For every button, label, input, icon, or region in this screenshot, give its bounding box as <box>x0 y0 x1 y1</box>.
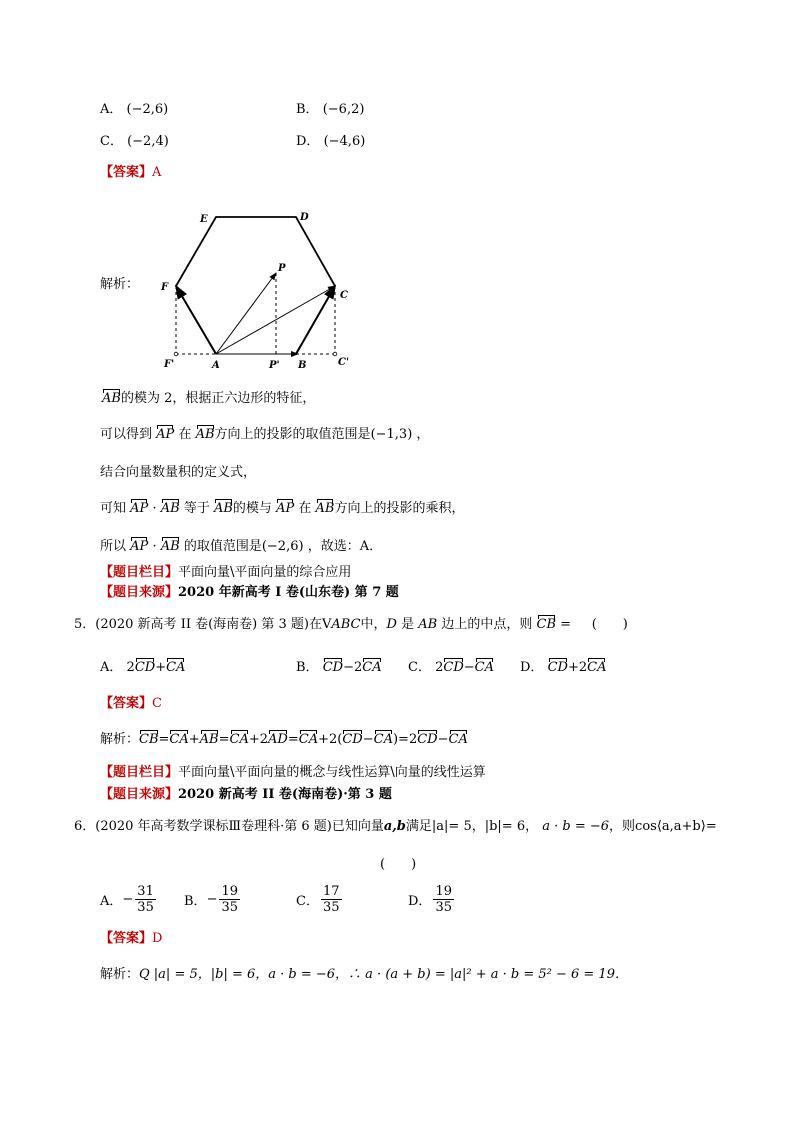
label-d: D <box>300 212 309 223</box>
q5-options: A． 2CD+CA <box>100 660 186 675</box>
label-b: B <box>298 360 307 371</box>
q4-line1: AB的模为 2，根据正六边形的特征， <box>102 391 316 406</box>
q5-stem: 5．(2020 新高考 II 卷(海南卷) 第 3 题)在VABC中，D 是 AB 边上的中点，则 CB = ( ) <box>74 617 628 632</box>
q4-line4: 可知 AP · AB 等于 AB的模与 AP 在 AB方向上的投影的乘积， <box>100 501 465 516</box>
q4-option-b: B． (−6,2) <box>296 102 365 117</box>
q5-analysis: 解析：CB=CA+AB=CA+2AD=CA+2(CD−CA)=2CD−CA <box>100 732 468 747</box>
q4-line2: 可以得到 AP 在 AB方向上的投影的取值范围是(−1,3) ， <box>100 427 430 442</box>
q6-option-c: C． $\frac{17}{35}$ <box>296 884 340 915</box>
q6-option-d: D． $\frac{19}{35}$ <box>408 884 452 915</box>
q5-option-b: B． CD−2CA <box>296 660 382 675</box>
vector-ac <box>216 286 335 354</box>
answer-value: A <box>152 165 162 180</box>
q6-answer: 【答案】D <box>100 931 163 946</box>
q4-option-a: A． (−2,6) <box>100 102 169 117</box>
label-f-prime: F' <box>164 359 175 370</box>
q4-option-d: D． (−4,6) <box>296 134 366 149</box>
q4-line3: 结合向量数量积的定义式， <box>100 465 257 480</box>
q6-option-a: A．− $\frac{31}{35}$ <box>100 884 154 915</box>
q4-answer <box>100 164 161 182</box>
q4-source: 【题目来源】2020 年新高考 I 卷(山东卷) 第 7 题 <box>100 585 399 600</box>
label-p-prime: P' <box>269 360 280 371</box>
q5-column: 【题目栏目】平面向量\平面向量的概念与线性运算\向量的线性运算 <box>100 765 486 780</box>
label-e: E <box>200 214 208 225</box>
q5-option-d: D． CD+2CA <box>520 660 607 675</box>
label-p: P <box>278 263 286 274</box>
q5-source: 【题目来源】2020 新高考 II 卷(海南卷)·第 3 题 <box>100 787 392 802</box>
q4-option-c: C． (−2,4) <box>100 134 169 149</box>
q4-analysis-label: 解析： <box>100 277 140 292</box>
q6-option-b: B．− $\frac{19}{35}$ <box>184 884 239 915</box>
q5-option-c: C． 2CD−CA <box>408 660 494 675</box>
q6-stem: 6．(2020 年高考数学课标Ⅲ卷理科·第 6 题)已知向量a,b满足|a|= 5，|b|= 6， a · b = −6，则cos⟨a,a+b⟩= <box>74 819 717 834</box>
label-a: A <box>212 360 220 371</box>
q4-line5: 所以 AP · AB 的取值范围是(−2,6) ，故选：A． <box>100 539 383 554</box>
label-c-prime: C' <box>338 357 350 368</box>
label-c: C <box>340 290 348 301</box>
answer-tag: 【答案】 <box>100 165 153 180</box>
q5-answer: 【答案】C <box>100 696 162 711</box>
q4-column: 【题目栏目】平面向量\平面向量的综合应用 <box>100 565 352 580</box>
vector-ap <box>216 273 276 354</box>
label-f: F <box>161 282 169 293</box>
hexagon-figure <box>158 205 358 375</box>
hexagon-outline <box>176 217 335 354</box>
q6-paren: ( ) <box>380 857 417 872</box>
q6-analysis: 解析：Q |a| = 5，|b| = 6，a · b = −6，∴ a · (a + b) = |a|² + a · b = 5² − 6 = 19． <box>100 967 628 982</box>
